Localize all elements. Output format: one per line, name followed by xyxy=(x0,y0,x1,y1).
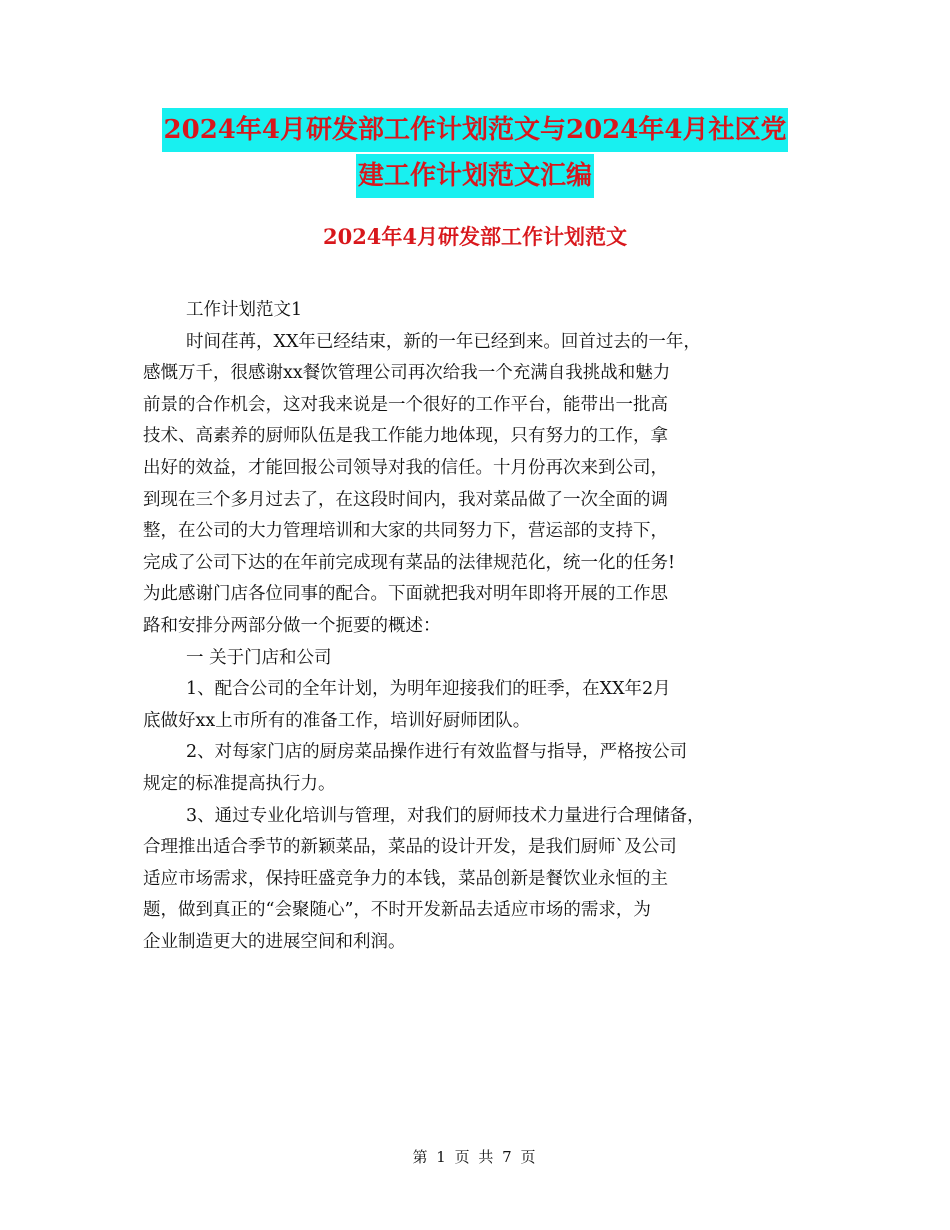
page-footer: 第 1 页 共 7 页 xyxy=(412,1148,538,1166)
body-line: 题，做到真正的“会聚随心”，不时开发新品去适应市场的需求，为 xyxy=(143,900,651,921)
body-line: 为此感谢门店各位同事的配合。下面就把我对明年即将开展的工作思 xyxy=(143,584,668,605)
body-line: 时间荏苒，XX年已经结束，新的一年已经到来。回首过去的一年， xyxy=(186,331,701,352)
body-line: 1、配合公司的全年计划，为明年迎接我们的旺季，在XX年2月 xyxy=(186,679,671,700)
body-line: 底做好xx上市所有的准备工作，培训好厨师团队。 xyxy=(143,710,531,731)
title-line-2: 建工作计划范文汇编 xyxy=(356,154,594,198)
body-line: 感慨万千，很感谢xx餐饮管理公司再次给我一个充满自我挑战和魅力 xyxy=(143,363,671,384)
body-line: 完成了公司下达的在年前完成现有菜品的法律规范化，统一化的任务! xyxy=(143,552,676,573)
body-line: 适应市场需求，保持旺盛竞争力的本钱，菜品创新是餐饮业永恒的主 xyxy=(143,868,668,889)
body-line: 出好的效益，才能回报公司领导对我的信任。十月份再次来到公司， xyxy=(143,457,668,478)
body-line: 合理推出适合季节的新颖菜品，菜品的设计开发，是我们厨师`及公司 xyxy=(143,837,677,858)
body-line: 到现在三个多月过去了，在这段时间内，我对菜品做了一次全面的调 xyxy=(143,489,668,510)
body-line: 企业制造更大的进展空间和利润。 xyxy=(143,931,406,952)
body-line: 路和安排分两部分做一个扼要的概述： xyxy=(143,615,441,636)
body-line: 2、对每家门店的厨房菜品操作进行有效监督与指导，严格按公司 xyxy=(186,742,688,763)
document-title xyxy=(0,108,950,200)
title-line-1: 2024年4月研发部工作计划范文与2024年4月社区党 xyxy=(162,108,789,152)
section-heading: 2024年4月研发部工作计划范文 xyxy=(322,224,628,249)
body-text xyxy=(143,295,823,958)
body-line: 技术、高素养的厨师队伍是我工作能力地体现，只有努力的工作，拿 xyxy=(143,426,668,447)
body-line: 工作计划范文1 xyxy=(186,300,303,320)
body-line: 前景的合作机会，这对我来说是一个很好的工作平台，能带出一批高 xyxy=(143,394,668,415)
body-line: 整，在公司的大力管理培训和大家的共同努力下，营运部的支持下， xyxy=(143,521,668,542)
body-line: 一 关于门店和公司 xyxy=(186,647,332,668)
body-line: 规定的标准提高执行力。 xyxy=(143,773,336,794)
body-line: 3、通过专业化培训与管理，对我们的厨师技术力量进行合理储备， xyxy=(186,805,705,826)
